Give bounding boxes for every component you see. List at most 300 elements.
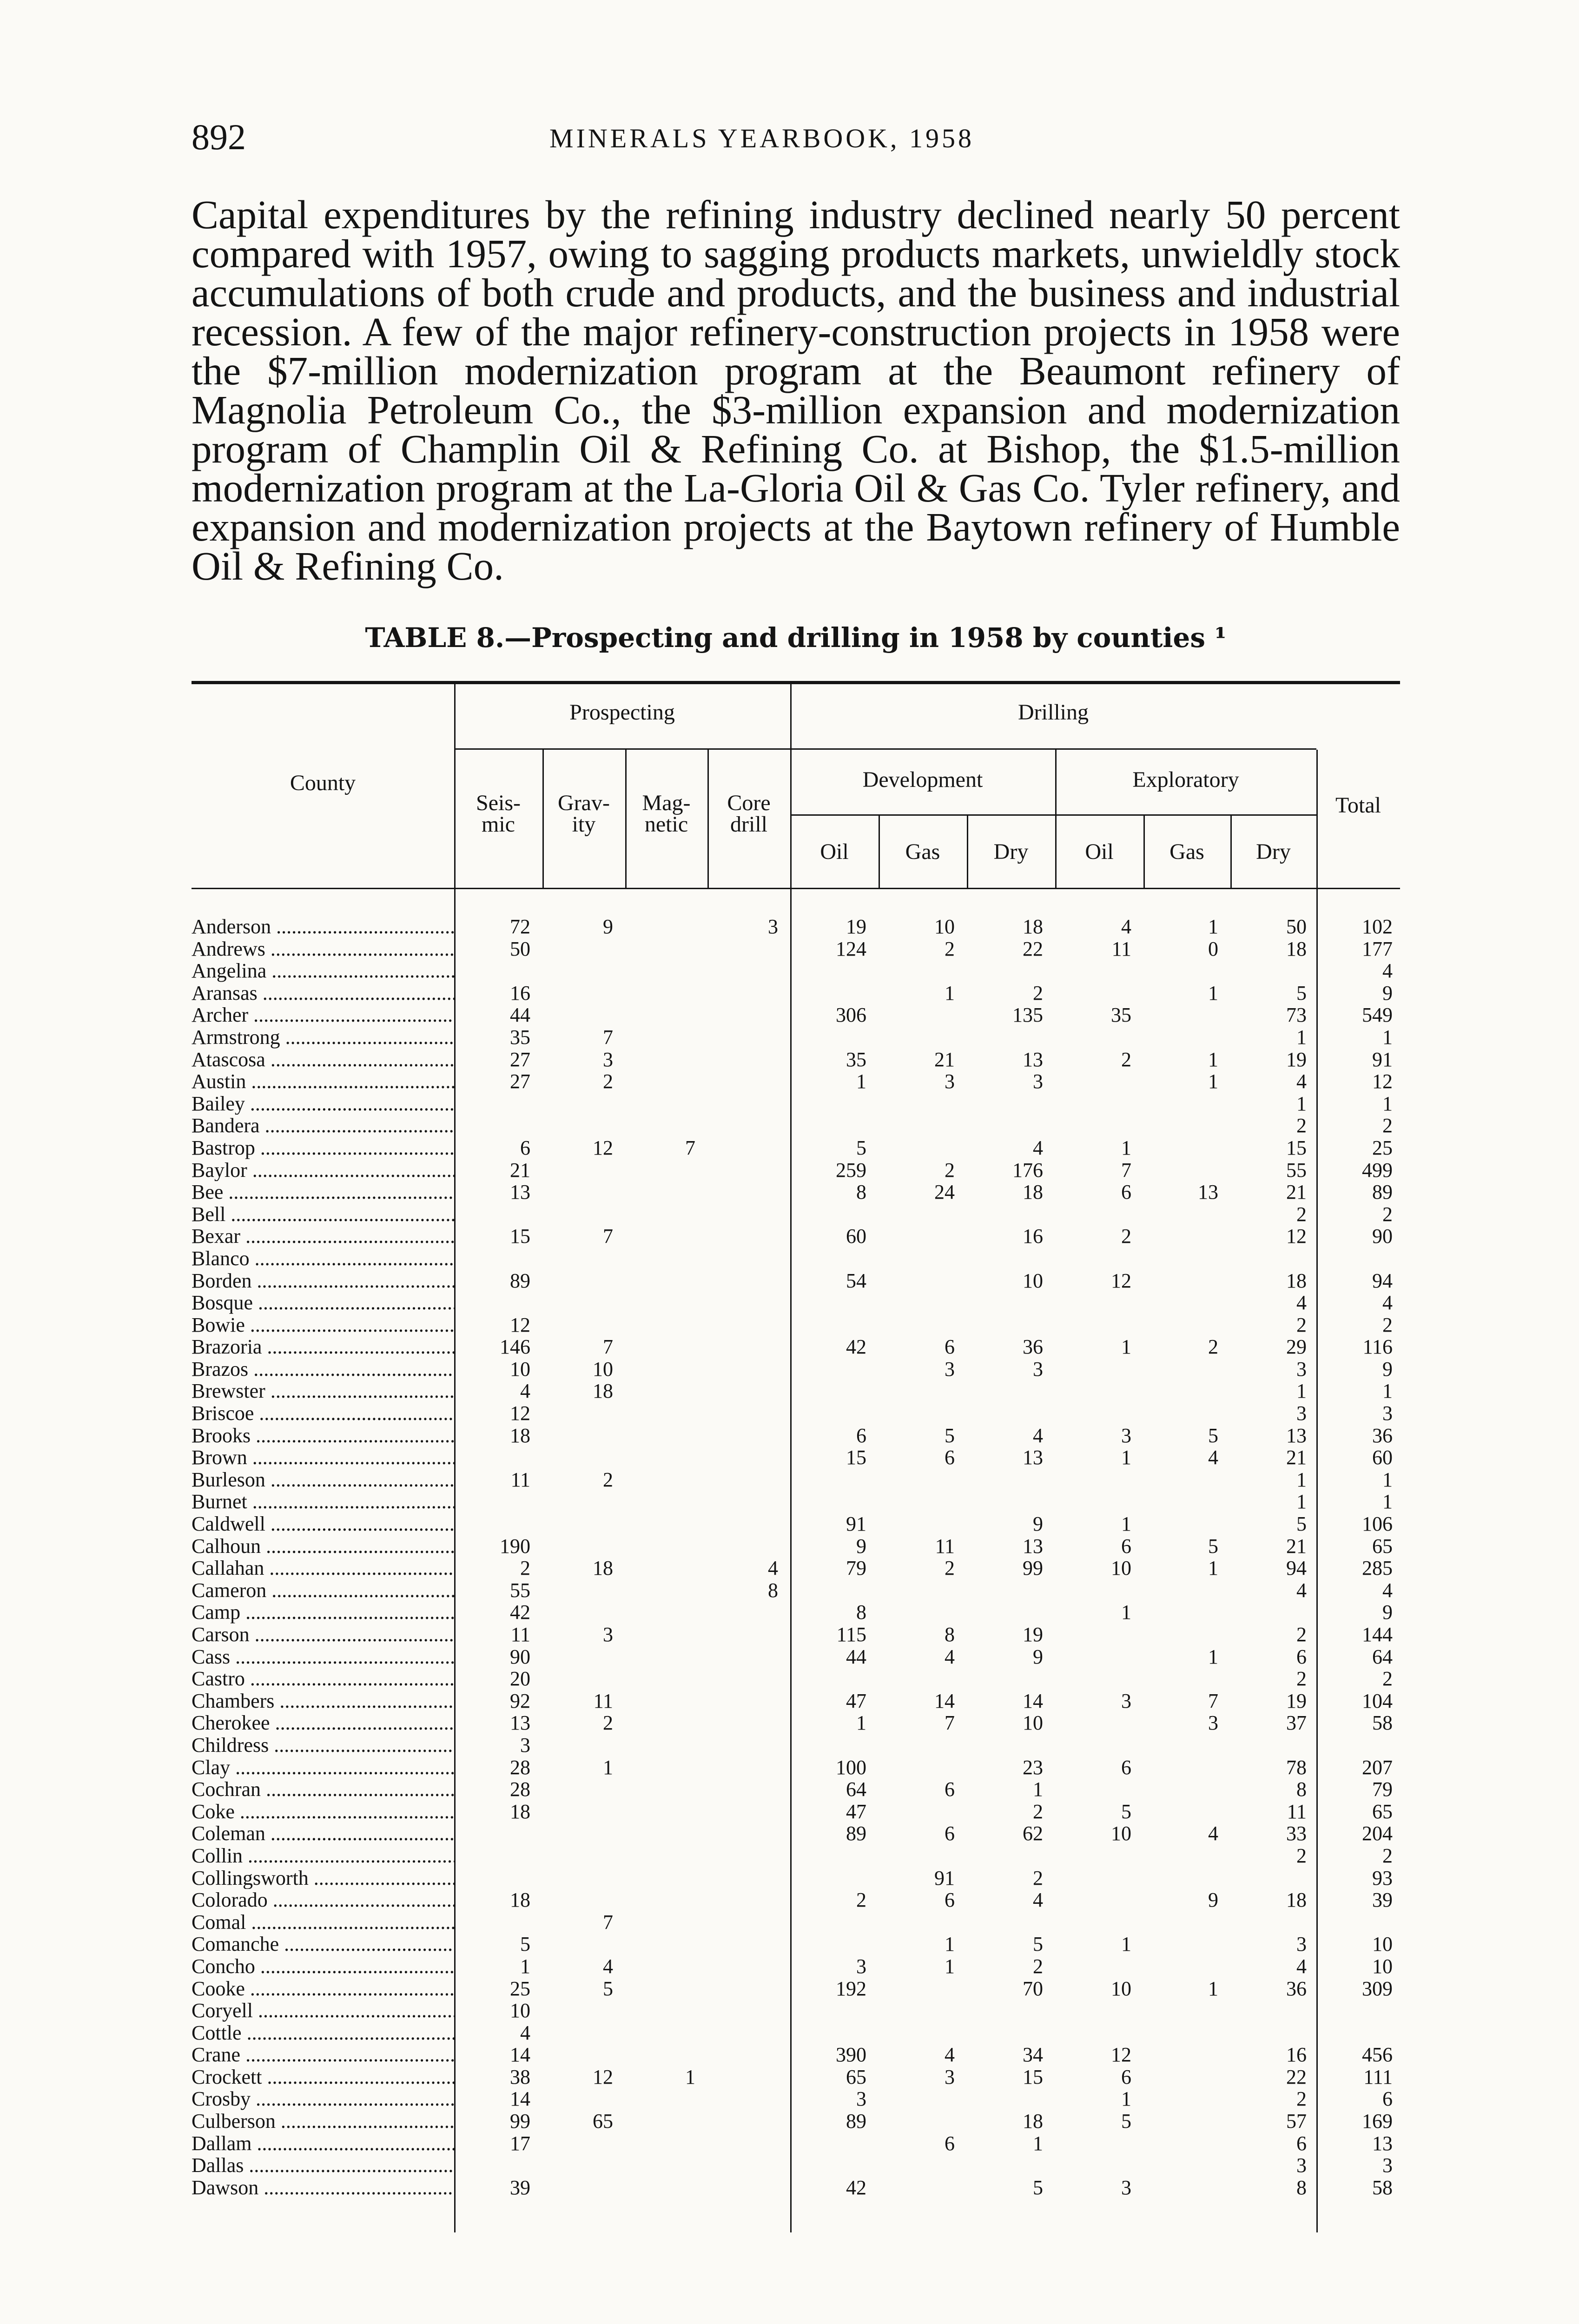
table-cell: 18	[510, 1424, 530, 1447]
table-cell: 3	[1296, 1358, 1307, 1380]
table-cell: 60	[1372, 1446, 1393, 1469]
header-gravity: Grav- ity	[558, 791, 610, 837]
table-cell: 4	[1208, 1446, 1218, 1469]
table-cell: 1	[1033, 1778, 1043, 1801]
table-cell	[1143, 1093, 1230, 1115]
table-cell: 1	[1121, 1933, 1131, 1955]
table-cell: 2	[520, 1557, 530, 1579]
table-cell: 91	[1372, 1048, 1393, 1071]
table-cell: 135	[1012, 1004, 1043, 1026]
table-cell: 1	[1208, 1070, 1218, 1093]
table-cell: 20	[510, 1668, 530, 1690]
table-cell: 4	[1033, 1424, 1043, 1447]
county-name: Comal .....	[192, 1911, 454, 1934]
table-cell: 21	[1286, 1535, 1307, 1558]
table-cell: 4	[945, 2044, 955, 2066]
table-cell	[625, 1690, 707, 1712]
table-row	[192, 1446, 1400, 1469]
table-row	[192, 1425, 1400, 1447]
table-cell	[625, 1248, 707, 1270]
table-cell: 106	[1362, 1513, 1393, 1535]
county-name: Bowie .....	[192, 1314, 454, 1336]
table-cell	[790, 1579, 879, 1602]
table-cell	[879, 2110, 967, 2133]
table-cell: 55	[1286, 1159, 1307, 1182]
table-cell: 50	[1286, 916, 1307, 938]
table-cell: 1	[1208, 916, 1218, 938]
table-cell: 10	[1023, 1712, 1043, 1734]
table-cell: 549	[1362, 1004, 1393, 1026]
table-cell: 89	[1372, 1181, 1393, 1203]
table-cell	[1055, 1292, 1143, 1314]
table-cell	[790, 2133, 879, 2155]
header-exp-oil: Oil	[1085, 839, 1114, 864]
table-row	[192, 1181, 1400, 1203]
table-cell: 1	[1382, 1380, 1393, 1403]
table-cell	[625, 2022, 707, 2044]
table-cell: 13	[1286, 1424, 1307, 1447]
header-core-drill: Core drill	[727, 791, 771, 837]
table-cell	[707, 1867, 790, 1889]
table-cell: 2	[1296, 1203, 1307, 1226]
body-paragraph: Capital expenditures by the refining industry declined nearly 50 percent compared with 1957, owing to sagging products markets, unwieldly stock accumulations of both crude and products, and the business and industrial recession. A few of the major refinery-construction projects in 1958 were the $7-million modernization program at the Beaumont refinery of Magnolia Petroleum Co., the $3-million expansion and modernization program of Champlin Oil & Refining Co. at Bishop, the $1.5-million modernization program at the La-Gloria Oil & Gas Co. Tyler refinery, and expansion and modernization projects at the Baytown refinery of Humble Oil & Refining Co.	[192, 192, 1400, 588]
table-cell	[790, 1933, 879, 1955]
table-cell: 3	[1121, 2176, 1131, 2199]
table-cell	[1143, 1601, 1230, 1624]
table-cell	[625, 960, 707, 982]
table-cell: 204	[1362, 1822, 1393, 1845]
table-cell	[625, 982, 707, 1004]
table-cell	[625, 1115, 707, 1137]
table-cell: 5	[945, 1424, 955, 1447]
table-cell	[707, 1203, 790, 1226]
table-cell: 18	[593, 1380, 613, 1403]
header-prospecting: Prospecting	[569, 700, 675, 725]
table-cell	[542, 1646, 625, 1668]
county-name: Collin .....	[192, 1845, 454, 1867]
table-cell: 13	[1023, 1048, 1043, 1071]
table-cell	[707, 1712, 790, 1734]
table-cell	[707, 1292, 790, 1314]
table-cell	[625, 2088, 707, 2110]
prospecting-rule	[454, 748, 790, 750]
table-cell: 18	[510, 1889, 530, 1911]
table-cell: 15	[1023, 2066, 1043, 2088]
table-cell	[1055, 1778, 1143, 1801]
table-cell	[967, 1380, 1055, 1402]
table-cell: 10	[1111, 1822, 1131, 1845]
table-cell: 37	[1286, 1712, 1307, 1734]
table-cell	[707, 1801, 790, 1823]
table-cell	[1055, 1203, 1143, 1226]
table-cell: 18	[593, 1557, 613, 1579]
table-cell	[1055, 982, 1143, 1004]
table-cell: 65	[1372, 1535, 1393, 1558]
table-cell: 18	[1286, 938, 1307, 960]
county-name: Borden .....	[192, 1270, 454, 1292]
table-cell	[625, 1004, 707, 1026]
table-cell	[707, 1911, 790, 1934]
table-cell: 6	[945, 1822, 955, 1845]
table-cell	[1230, 1601, 1319, 1624]
table-cell: 17	[510, 2132, 530, 2155]
table-cell	[1143, 2154, 1230, 2177]
table-cell: 10	[593, 1358, 613, 1380]
table-cell	[454, 1911, 542, 1934]
table-cell	[879, 1137, 967, 1159]
table-cell	[1319, 2022, 1405, 2044]
table-cell	[1143, 1314, 1230, 1336]
table-cell	[542, 1845, 625, 1867]
table-cell	[967, 1292, 1055, 1314]
table-cell	[707, 1601, 790, 1624]
table-cell	[1319, 1248, 1405, 1270]
table-cell: 65	[593, 2110, 613, 2133]
table-cell	[707, 1225, 790, 1248]
table-cell	[625, 1867, 707, 1889]
table-cell	[707, 1270, 790, 1292]
table-cell	[542, 2022, 625, 2044]
county-name: Cochran .....	[192, 1778, 454, 1801]
table-row	[192, 1911, 1400, 1934]
table-cell	[707, 1734, 790, 1756]
table-cell: 90	[1372, 1225, 1393, 1248]
table-cell: 3	[520, 1734, 530, 1756]
table-cell	[707, 1889, 790, 1911]
table-row	[192, 916, 1400, 938]
table-cell	[625, 1712, 707, 1734]
table-cell	[879, 2022, 967, 2044]
table-cell	[790, 1668, 879, 1690]
table-cell	[1143, 1668, 1230, 1690]
table-cell: 9	[1382, 1358, 1393, 1380]
table-cell: 3	[1296, 1402, 1307, 1425]
county-name: Cooke .....	[192, 1978, 454, 2000]
table-cell	[879, 1978, 967, 2000]
table-cell	[1143, 1004, 1230, 1026]
table-cell	[1055, 1115, 1143, 1137]
table-cell: 5	[1121, 1800, 1131, 1823]
table-cell	[1055, 2154, 1143, 2177]
table-cell: 10	[1111, 1977, 1131, 2000]
table-cell	[454, 1248, 542, 1270]
table-cell	[1055, 1668, 1143, 1690]
table-cell: 35	[1111, 1004, 1131, 1026]
table-cell	[625, 2110, 707, 2133]
table-cell: 65	[846, 2066, 866, 2088]
table-cell	[1143, 1270, 1230, 1292]
table-cell: 6	[1121, 2066, 1131, 2088]
table-cell	[1143, 2133, 1230, 2155]
table-cell	[707, 1026, 790, 1049]
county-name: Armstrong .....	[192, 1026, 454, 1049]
table-cell: 14	[934, 1690, 955, 1712]
table-row	[192, 982, 1400, 1004]
table-row	[192, 1513, 1400, 1535]
table-cell: 5	[1033, 2176, 1043, 2199]
table-cell: 2	[1296, 2088, 1307, 2111]
table-cell: 8	[1296, 1778, 1307, 1801]
table-cell	[1230, 2022, 1319, 2044]
table-cell: 12	[593, 2066, 613, 2088]
table-cell	[1230, 1248, 1319, 1270]
table-cell: 9	[1382, 982, 1393, 1004]
table-cell	[1055, 1579, 1143, 1602]
table-cell: 1	[1382, 1491, 1393, 1513]
table-cell: 25	[1372, 1136, 1393, 1159]
table-cell	[1230, 1734, 1319, 1756]
header-county: County	[290, 771, 356, 795]
table-cell: 79	[846, 1557, 866, 1579]
table-row	[192, 1314, 1400, 1336]
county-name: Austin .....	[192, 1070, 454, 1093]
table-cell: 1	[945, 1955, 955, 1978]
table-cell	[625, 2133, 707, 2155]
table-cell: 1	[856, 1070, 866, 1093]
table-cell: 4	[1382, 1579, 1393, 1602]
table-row	[192, 1026, 1400, 1049]
table-cell	[1143, 1624, 1230, 1646]
table-cell: 15	[510, 1225, 530, 1248]
table-row	[192, 1646, 1400, 1668]
table-cell	[707, 1845, 790, 1867]
table-cell: 36	[1023, 1336, 1043, 1358]
table-cell: 19	[1023, 1624, 1043, 1646]
table-cell	[625, 2044, 707, 2066]
table-cell	[879, 1004, 967, 1026]
table-cell	[790, 1292, 879, 1314]
page-number: 892	[192, 117, 246, 157]
table-cell: 89	[510, 1269, 530, 1292]
table-cell: 2	[1296, 1624, 1307, 1646]
table-cell	[454, 1292, 542, 1314]
table-cell	[542, 1425, 625, 1447]
table-cell: 4	[1296, 1292, 1307, 1314]
table-cell: 99	[1023, 1557, 1043, 1579]
county-name: Crockett .....	[192, 2066, 454, 2088]
table-cell	[625, 1270, 707, 1292]
table-row	[192, 1049, 1400, 1071]
table-cell: 3	[856, 1955, 866, 1978]
table-cell: 14	[510, 2044, 530, 2066]
table-row	[192, 1270, 1400, 1292]
table-cell	[625, 1801, 707, 1823]
table-cell: 2	[1382, 1314, 1393, 1336]
table-cell: 6	[1296, 2132, 1307, 2155]
table-cell	[879, 1756, 967, 1779]
table-cell: 7	[685, 1136, 695, 1159]
table-cell	[1143, 1026, 1230, 1049]
table-cell	[707, 1115, 790, 1137]
table-cell	[879, 1734, 967, 1756]
table-cell: 22	[1023, 938, 1043, 960]
table-cell: 6	[945, 1336, 955, 1358]
table-cell: 70	[1023, 1977, 1043, 2000]
table-cell	[967, 1469, 1055, 1491]
table-cell	[879, 1292, 967, 1314]
table-cell: 13	[1023, 1535, 1043, 1558]
table-cell	[1143, 1137, 1230, 1159]
table-cell: 10	[1372, 1933, 1393, 1955]
county-name: Brazos .....	[192, 1358, 454, 1380]
table-cell	[625, 916, 707, 938]
table-cell: 42	[510, 1601, 530, 1624]
table-cell	[790, 1734, 879, 1756]
table-cell	[1055, 1712, 1143, 1734]
table-cell: 13	[510, 1712, 530, 1734]
drilling-rule	[790, 748, 1316, 750]
table-cell	[1143, 1402, 1230, 1425]
county-name: Andrews .....	[192, 938, 454, 960]
table-cell: 309	[1362, 1977, 1393, 2000]
table-cell: 19	[1286, 1048, 1307, 1071]
county-name: Coleman .....	[192, 1822, 454, 1845]
table-cell: 100	[836, 1756, 866, 1779]
table-cell	[707, 1668, 790, 1690]
table-cell: 3	[945, 1070, 955, 1093]
header-exp-dry: Dry	[1256, 839, 1291, 864]
table-cell	[454, 1867, 542, 1889]
table-cell: 6	[856, 1424, 866, 1447]
table-cell: 2	[1296, 1314, 1307, 1336]
table-row	[192, 2022, 1400, 2044]
table-cell	[707, 1358, 790, 1380]
table-cell: 18	[1023, 916, 1043, 938]
table-cell: 6	[945, 1446, 955, 1469]
table-cell: 90	[510, 1645, 530, 1668]
table-cell	[879, 1668, 967, 1690]
table-cell	[707, 2066, 790, 2088]
table-row	[192, 1756, 1400, 1779]
table-cell	[625, 1513, 707, 1535]
table-caption: TABLE 8.—Prospecting and drilling in 1958 by counties ¹	[365, 622, 1227, 654]
table-cell: 207	[1362, 1756, 1393, 1779]
county-name: Baylor .....	[192, 1159, 454, 1182]
table-cell: 18	[1286, 1269, 1307, 1292]
table-row	[192, 1004, 1400, 1026]
table-cell	[625, 1491, 707, 1513]
table-row	[192, 1822, 1400, 1845]
table-cell: 1	[1296, 1491, 1307, 1513]
county-name: Cass .....	[192, 1646, 454, 1668]
table-cell: 2	[1208, 1336, 1218, 1358]
table-cell: 21	[510, 1159, 530, 1182]
table-row	[192, 1292, 1400, 1314]
county-name: Coryell .....	[192, 2000, 454, 2022]
table-cell: 89	[846, 2110, 866, 2133]
table-cell: 1	[1296, 1468, 1307, 1491]
table-cell: 4	[1208, 1822, 1218, 1845]
county-name: Bosque .....	[192, 1292, 454, 1314]
table-cell	[1055, 1070, 1143, 1093]
table-cell	[625, 1911, 707, 1934]
table-cell: 1	[1033, 2132, 1043, 2155]
table-cell	[1230, 960, 1319, 982]
table-cell	[542, 1402, 625, 1425]
table-cell	[625, 1778, 707, 1801]
county-name: Bee .....	[192, 1181, 454, 1203]
table-cell	[542, 1668, 625, 1690]
table-cell	[967, 1093, 1055, 1115]
table-cell: 3	[1296, 1933, 1307, 1955]
table-cell: 4	[1121, 916, 1131, 938]
table-cell	[707, 2022, 790, 2044]
table-cell	[625, 1203, 707, 1226]
table-cell	[625, 938, 707, 960]
table-row	[192, 1402, 1400, 1425]
table-cell: 1	[856, 1712, 866, 1734]
table-row	[192, 1159, 1400, 1182]
table-cell	[707, 1491, 790, 1513]
table-cell: 9	[603, 916, 613, 938]
table-cell	[542, 1513, 625, 1535]
table-cell	[707, 1624, 790, 1646]
table-cell	[1143, 1579, 1230, 1602]
table-cell: 23	[1023, 1756, 1043, 1779]
table-cell	[707, 2177, 790, 2199]
table-cell: 1	[603, 1756, 613, 1779]
table-cell	[790, 1358, 879, 1380]
table-cell	[967, 1579, 1055, 1602]
table-cell: 39	[510, 2176, 530, 2199]
table-cell: 36	[1286, 1977, 1307, 2000]
table-cell	[625, 1425, 707, 1447]
table-cell: 3	[603, 1048, 613, 1071]
table-cell: 7	[603, 1911, 613, 1934]
table-cell	[625, 1933, 707, 1955]
county-name: Bastrop .....	[192, 1137, 454, 1159]
table-cell	[707, 1181, 790, 1203]
table-cell	[707, 938, 790, 960]
table-cell: 18	[1023, 2110, 1043, 2133]
table-cell: 4	[945, 1645, 955, 1668]
table-cell: 4	[1296, 1579, 1307, 1602]
table-row	[192, 1491, 1400, 1513]
table-cell	[879, 1801, 967, 1823]
table-row	[192, 960, 1400, 982]
table-cell: 177	[1362, 938, 1393, 960]
table-cell: 6	[1121, 1535, 1131, 1558]
table-cell	[1055, 1624, 1143, 1646]
table-cell	[1143, 1469, 1230, 1491]
table-cell	[542, 1159, 625, 1182]
table-cell: 146	[500, 1336, 530, 1358]
table-cell	[707, 1336, 790, 1358]
table-cell	[542, 1446, 625, 1469]
table-cell: 79	[1372, 1778, 1393, 1801]
table-cell: 2	[1296, 1115, 1307, 1137]
table-cell: 29	[1286, 1336, 1307, 1358]
table-cell: 4	[1033, 1136, 1043, 1159]
table-cell	[707, 1446, 790, 1469]
table-cell: 14	[510, 2088, 530, 2111]
table-cell: 116	[1362, 1336, 1393, 1358]
table-cell: 91	[846, 1513, 866, 1535]
table-cell: 15	[1286, 1136, 1307, 1159]
table-row	[192, 1070, 1400, 1093]
table-cell: 1	[1208, 1048, 1218, 1071]
table-cell: 10	[510, 1358, 530, 1380]
table-cell	[625, 1756, 707, 1779]
table-cell	[625, 1225, 707, 1248]
table-cell: 144	[1362, 1624, 1393, 1646]
table-row	[192, 1579, 1400, 1602]
table-cell	[1055, 2022, 1143, 2044]
table-cell	[1143, 1491, 1230, 1513]
table-cell	[1055, 1402, 1143, 1425]
table-row	[192, 1358, 1400, 1380]
county-name: Callahan .....	[192, 1557, 454, 1579]
